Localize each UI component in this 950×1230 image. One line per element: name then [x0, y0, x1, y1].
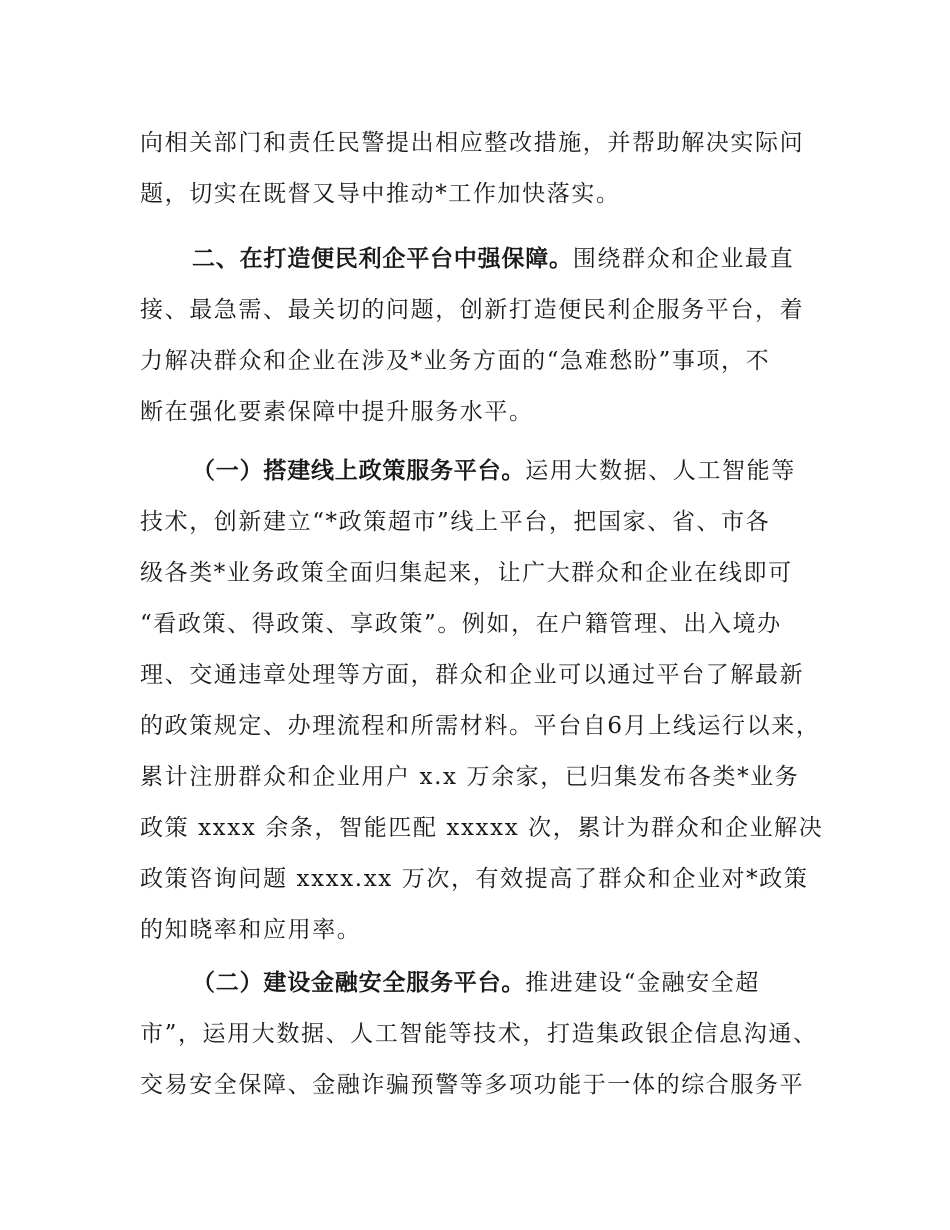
- text-line: 的政策规定、办理流程和所需材料。平台自6月上线运行以来，: [140, 713, 821, 739]
- text-line: 断在强化要素保障中提升服务水平。: [140, 399, 534, 425]
- text-run: 围绕群众和企业最直: [572, 246, 795, 272]
- text-line: 交易安全保障、金融诈骗预警等多项功能于一体的综合服务平: [140, 1072, 805, 1098]
- text-line: [140, 234, 840, 285]
- subsection-heading: （一）搭建线上政策服务平台。: [192, 458, 526, 484]
- text-run: 运用大数据、人工智能等: [525, 458, 796, 484]
- subsection-heading: （二）建设金融安全服务平台。: [192, 970, 526, 996]
- text-line: “看政策、得政策、享政策”。例如，在户籍管理、出入境办: [140, 611, 782, 637]
- text-line: 市”，运用大数据、人工智能等技术，打造集政银企信息沟通、: [140, 1021, 818, 1047]
- section-heading: 二、在打造便民利企平台中强保障。: [192, 246, 573, 272]
- paragraph-policy-platform: [140, 446, 840, 956]
- text-line: 的知晓率和应用率。: [140, 917, 362, 943]
- text-line: 政策咨询问题 xxxx.xx 万次，有效提高了群众和企业对*政策: [140, 866, 809, 892]
- paragraph-section-two: [140, 234, 840, 438]
- paragraph-finance-platform: [140, 958, 840, 1111]
- text-line: 接、最急需、最关切的问题，创新打造便民利企服务平台，着: [140, 297, 805, 323]
- text-line: 累计注册群众和企业用户 x.x 万余家，已归集发布各类*业务: [140, 764, 800, 790]
- text-line: 题，切实在既督又导中推动*工作加快落实。: [140, 181, 621, 207]
- text-line: 力解决群众和企业在涉及*业务方面的“急难愁盼”事项，不: [140, 348, 771, 374]
- text-line: 技术，创新建立“*政策超市”线上平台，把国家、省、市各: [140, 509, 771, 535]
- text-run: 推进建设“金融安全超: [525, 970, 760, 996]
- text-line: 级各类*业务政策全面归集起来，让广大群众和企业在线即可: [140, 560, 793, 586]
- text-line: [140, 958, 840, 1009]
- text-line: 理、交通违章处理等方面，群众和企业可以通过平台了解最新: [140, 662, 805, 688]
- text-line: 向相关部门和责任民警提出相应整改措施，并帮助解决实际问: [140, 130, 805, 156]
- text-line: [140, 446, 840, 497]
- paragraph-rectification: [140, 118, 840, 220]
- text-line: 政策 xxxx 余条，智能匹配 xxxxx 次，累计为群众和企业解决: [140, 815, 824, 841]
